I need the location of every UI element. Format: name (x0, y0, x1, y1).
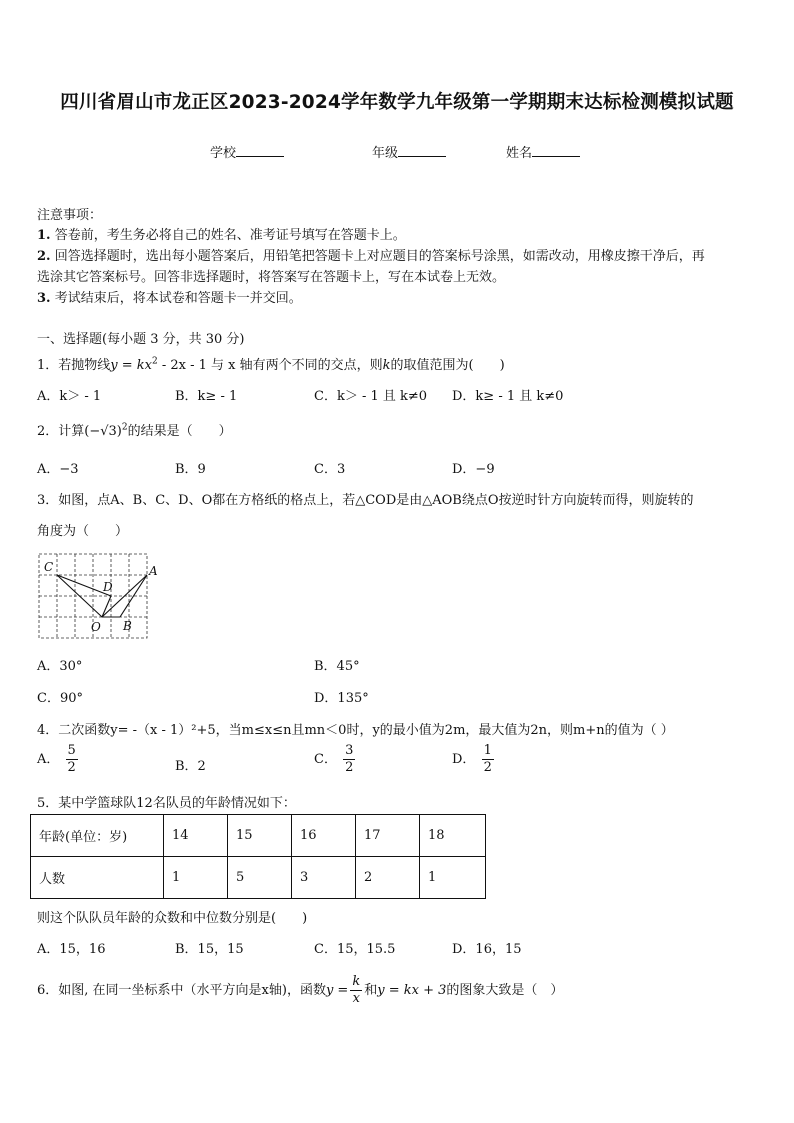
table-cell: 2 (356, 857, 420, 899)
note-3-text: 考试结束后，将本试卷和答题卡一并交回。 (54, 291, 302, 306)
school-field (210, 142, 284, 161)
q4-a-numerator: 5 (67, 743, 76, 758)
question-3-line2: 角度为（ ） (37, 524, 129, 539)
q2-prefix: 2．计算 (37, 424, 85, 439)
note-1-num: 1. (37, 228, 51, 243)
page-title: 四川省眉山市龙正区2023-2024学年数学九年级第一学期期末达标检测模拟试题 (60, 92, 734, 113)
q4-d-label: D． (452, 752, 476, 767)
q4-option-b: B．2 (175, 759, 206, 774)
q5-question: 则这个队队员年龄的众数和中位数分别是( ) (37, 911, 308, 926)
q4-a-denominator: 2 (67, 760, 76, 775)
q5-option-d: D．16，15 (452, 942, 522, 957)
table-cell: 1 (420, 857, 486, 899)
q1-rest: - 2x - 1 与 x 轴有两个不同的交点，则 (157, 358, 383, 373)
q6-y1: y = (325, 983, 349, 998)
table-row (31, 857, 486, 899)
section-heading: 一、选择题(每小题 3 分，共 30 分) (37, 332, 245, 347)
q6-y2: y = kx + 3 (377, 983, 447, 998)
q1-option-a: A．k＞ - 1 (37, 389, 102, 404)
q1-option-c: C．k＞ - 1 且 k≠0 (314, 389, 428, 404)
q1-k: k (382, 358, 391, 373)
q6-numerator: k (352, 974, 361, 989)
notes-heading: 注意事项： (37, 208, 103, 223)
segment-DO (102, 596, 111, 617)
q5-option-c: C．15，15.5 (314, 942, 396, 957)
q6-suffix: 的图象大致是（ ） (446, 983, 564, 998)
q5-option-b: B．15，15 (175, 942, 244, 957)
note-3-num: 3. (37, 291, 51, 306)
grade-blank (398, 144, 446, 157)
table-header-cell: 年龄(单位：岁) (31, 815, 164, 857)
q1-exponent: 2 (152, 356, 158, 367)
question-1 (37, 354, 505, 373)
q4-c-numerator: 3 (345, 743, 354, 758)
q6-denominator: x (352, 991, 360, 1006)
q4-d-fraction (482, 743, 494, 776)
note-2-continued: 选涂其它答案标号。回答非选择题时，将答案写在答题卡上，写在本试卷上无效。 (37, 270, 506, 285)
note-2-num: 2. (37, 249, 51, 264)
label-A: A (149, 564, 158, 578)
school-blank (236, 144, 284, 157)
q2-suffix: 的结果是（ ） (127, 424, 232, 439)
q6-fraction (350, 974, 362, 1007)
table-header-cell: 16 (292, 815, 356, 857)
question-5: 5．某中学篮球队12名队员的年龄情况如下： (37, 796, 296, 811)
table-cell: 人数 (31, 857, 164, 899)
q1-option-d: D．k≥ - 1 且 k≠0 (452, 389, 564, 404)
q4-a-label: A． (37, 752, 60, 767)
q1-option-b: B．k≥ - 1 (175, 389, 238, 404)
table-cell: 3 (292, 857, 356, 899)
q1-function: y = kx (110, 358, 152, 373)
q3-option-a: A．30° (37, 659, 83, 674)
label-C: C (44, 560, 54, 574)
note-1 (37, 224, 406, 243)
note-3 (37, 287, 302, 306)
q4-c-label: C． (314, 752, 337, 767)
table-header-cell: 15 (228, 815, 292, 857)
q6-prefix: 6．如图, 在同一坐标系中（水平方向是x轴)，函数 (37, 983, 326, 998)
note-2 (37, 245, 705, 264)
name-field (506, 142, 580, 161)
q3-option-b: B．45° (314, 659, 360, 674)
q2-expression: (−√3) (84, 424, 122, 439)
q2-option-c: C．3 (314, 462, 346, 477)
q5-option-a: A．15，16 (37, 942, 106, 957)
question-2 (37, 420, 232, 439)
q3-grid-figure (36, 551, 166, 641)
question-6 (37, 974, 563, 1007)
q4-c-denominator: 2 (345, 760, 354, 775)
q4-c-fraction (343, 743, 355, 776)
table-header-cell: 14 (164, 815, 228, 857)
question-3-line1: 3．如图，点A、B、C、D、O都在方格纸的格点上，若△COD是由△AOB绕点O按逆时针方向旋转而得，则旋转的 (37, 493, 694, 508)
name-label: 姓名 (506, 146, 533, 161)
q6-and: 和 (364, 983, 378, 998)
table-cell: 1 (164, 857, 228, 899)
grade-label: 年级 (372, 146, 399, 161)
q1-prefix: 1．若抛物线 (37, 358, 111, 373)
school-label: 学校 (210, 146, 237, 161)
q2-exponent: 2 (121, 422, 128, 433)
q4-option-c (314, 743, 357, 776)
q4-a-fraction (66, 743, 78, 776)
label-B: B (123, 619, 132, 633)
q4-d-denominator: 2 (483, 760, 492, 775)
q4-option-d (452, 743, 496, 776)
grade-field (372, 142, 446, 161)
age-table (30, 814, 486, 899)
q2-option-d: D．−9 (452, 462, 495, 477)
table-header-cell: 18 (420, 815, 486, 857)
note-1-text: 答卷前，考生务必将自己的姓名、准考证号填写在答题卡上。 (54, 228, 406, 243)
q2-option-b: B．9 (175, 462, 206, 477)
q3-option-d: D．135° (314, 691, 369, 706)
q1-suffix: 的取值范围为( ) (390, 358, 505, 373)
question-4: 4．二次函数y= -（x - 1）²+5，当m≤x≤n且mn＜0时，y的最小值为2m，最大值为2n，则m+n的值为（ ） (37, 723, 674, 738)
label-O: O (91, 620, 101, 634)
q4-d-numerator: 1 (483, 743, 492, 758)
label-D: D (103, 580, 113, 594)
q3-option-c: C．90° (37, 691, 83, 706)
table-row (31, 815, 486, 857)
table-cell: 5 (228, 857, 292, 899)
table-header-cell: 17 (356, 815, 420, 857)
q4-option-a (37, 743, 80, 776)
q2-option-a: A．−3 (37, 462, 79, 477)
name-blank (532, 144, 580, 157)
note-2-text: 回答选择题时，选出每小题答案后，用铅笔把答题卡上对应题目的答案标号涂黑，如需改动，用橡皮擦干净后，再 (54, 249, 705, 264)
